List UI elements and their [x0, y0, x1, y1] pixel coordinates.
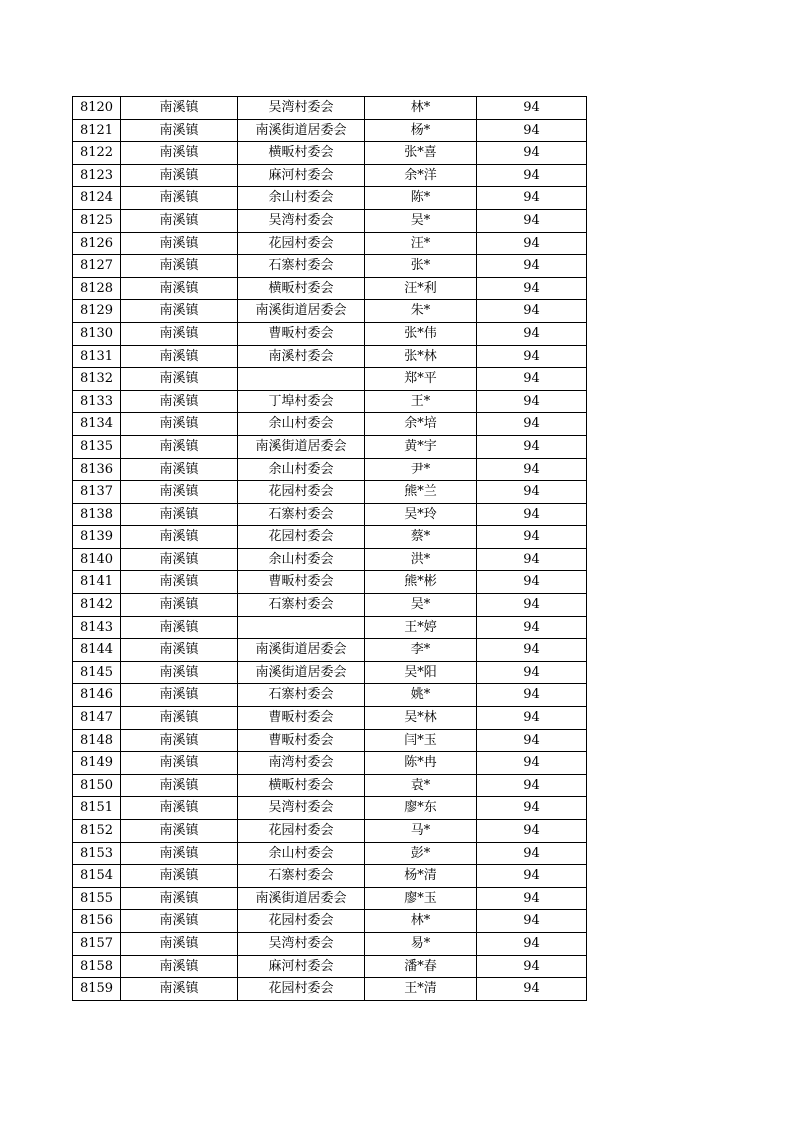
village-committee-cell: 吴湾村委会: [238, 97, 365, 120]
name-cell: 吴*林: [365, 707, 477, 730]
score-cell: 94: [477, 707, 587, 730]
table-row: [73, 164, 587, 187]
serial-number-cell: 8127: [73, 255, 121, 278]
name-cell: 吴*: [365, 594, 477, 617]
table-row: [73, 729, 587, 752]
table-row: [73, 97, 587, 120]
score-cell: 94: [477, 277, 587, 300]
score-cell: 94: [477, 978, 587, 1001]
name-cell: 余*洋: [365, 164, 477, 187]
table-row: [73, 639, 587, 662]
score-cell: 94: [477, 300, 587, 323]
score-cell: 94: [477, 390, 587, 413]
table-row: [73, 548, 587, 571]
village-committee-cell: 花园村委会: [238, 820, 365, 843]
table-row: [73, 865, 587, 888]
village-committee-cell: 石寨村委会: [238, 255, 365, 278]
score-cell: 94: [477, 97, 587, 120]
village-committee-cell: 吴湾村委会: [238, 209, 365, 232]
township-cell: 南溪镇: [121, 616, 238, 639]
township-cell: 南溪镇: [121, 842, 238, 865]
name-cell: 杨*清: [365, 865, 477, 888]
table-row: [73, 571, 587, 594]
serial-number-cell: 8151: [73, 797, 121, 820]
village-committee-cell: 南溪街道居委会: [238, 887, 365, 910]
score-cell: 94: [477, 322, 587, 345]
table-row: [73, 594, 587, 617]
township-cell: 南溪镇: [121, 571, 238, 594]
score-cell: 94: [477, 842, 587, 865]
score-cell: 94: [477, 774, 587, 797]
table-row: [73, 910, 587, 933]
score-cell: 94: [477, 729, 587, 752]
score-cell: 94: [477, 503, 587, 526]
table-row: [73, 707, 587, 730]
table-row: [73, 481, 587, 504]
score-cell: 94: [477, 594, 587, 617]
name-cell: 廖*玉: [365, 887, 477, 910]
score-cell: 94: [477, 684, 587, 707]
name-cell: 张*: [365, 255, 477, 278]
score-cell: 94: [477, 142, 587, 165]
village-committee-cell: 曹畈村委会: [238, 322, 365, 345]
name-cell: 马*: [365, 820, 477, 843]
township-cell: 南溪镇: [121, 142, 238, 165]
name-cell: 闫*玉: [365, 729, 477, 752]
name-cell: 陈*: [365, 187, 477, 210]
name-cell: 袁*: [365, 774, 477, 797]
township-cell: 南溪镇: [121, 639, 238, 662]
village-committee-cell: 横畈村委会: [238, 142, 365, 165]
table-row: [73, 616, 587, 639]
township-cell: 南溪镇: [121, 164, 238, 187]
serial-number-cell: 8134: [73, 413, 121, 436]
township-cell: 南溪镇: [121, 322, 238, 345]
village-committee-cell: 石寨村委会: [238, 865, 365, 888]
serial-number-cell: 8121: [73, 119, 121, 142]
name-cell: 汪*: [365, 232, 477, 255]
table-row: [73, 232, 587, 255]
name-cell: 姚*: [365, 684, 477, 707]
township-cell: 南溪镇: [121, 458, 238, 481]
township-cell: 南溪镇: [121, 209, 238, 232]
score-cell: 94: [477, 255, 587, 278]
name-cell: 朱*: [365, 300, 477, 323]
village-committee-cell: [238, 616, 365, 639]
score-cell: 94: [477, 368, 587, 391]
township-cell: 南溪镇: [121, 729, 238, 752]
township-cell: 南溪镇: [121, 119, 238, 142]
serial-number-cell: 8153: [73, 842, 121, 865]
township-cell: 南溪镇: [121, 97, 238, 120]
table-row: [73, 978, 587, 1001]
roster-table-body: [73, 97, 587, 1001]
township-cell: 南溪镇: [121, 820, 238, 843]
village-committee-cell: 余山村委会: [238, 842, 365, 865]
score-cell: 94: [477, 187, 587, 210]
village-committee-cell: [238, 368, 365, 391]
name-cell: 林*: [365, 910, 477, 933]
township-cell: 南溪镇: [121, 345, 238, 368]
township-cell: 南溪镇: [121, 548, 238, 571]
table-row: [73, 684, 587, 707]
score-cell: 94: [477, 413, 587, 436]
table-row: [73, 842, 587, 865]
score-cell: 94: [477, 548, 587, 571]
serial-number-cell: 8133: [73, 390, 121, 413]
table-row: [73, 277, 587, 300]
name-cell: 蔡*: [365, 526, 477, 549]
village-committee-cell: 花园村委会: [238, 526, 365, 549]
score-cell: 94: [477, 232, 587, 255]
serial-number-cell: 8144: [73, 639, 121, 662]
township-cell: 南溪镇: [121, 255, 238, 278]
table-row: [73, 255, 587, 278]
table-row: [73, 119, 587, 142]
township-cell: 南溪镇: [121, 887, 238, 910]
serial-number-cell: 8152: [73, 820, 121, 843]
township-cell: 南溪镇: [121, 684, 238, 707]
village-committee-cell: 横畈村委会: [238, 774, 365, 797]
township-cell: 南溪镇: [121, 300, 238, 323]
score-cell: 94: [477, 865, 587, 888]
village-committee-cell: 丁埠村委会: [238, 390, 365, 413]
township-cell: 南溪镇: [121, 955, 238, 978]
serial-number-cell: 8140: [73, 548, 121, 571]
score-cell: 94: [477, 955, 587, 978]
score-cell: 94: [477, 752, 587, 775]
serial-number-cell: 8142: [73, 594, 121, 617]
serial-number-cell: 8156: [73, 910, 121, 933]
village-committee-cell: 石寨村委会: [238, 684, 365, 707]
serial-number-cell: 8148: [73, 729, 121, 752]
table-row: [73, 322, 587, 345]
score-cell: 94: [477, 932, 587, 955]
name-cell: 李*: [365, 639, 477, 662]
village-committee-cell: 花园村委会: [238, 910, 365, 933]
roster-table: [72, 96, 587, 1001]
serial-number-cell: 8155: [73, 887, 121, 910]
name-cell: 王*婷: [365, 616, 477, 639]
township-cell: 南溪镇: [121, 277, 238, 300]
score-cell: 94: [477, 435, 587, 458]
village-committee-cell: 花园村委会: [238, 481, 365, 504]
serial-number-cell: 8126: [73, 232, 121, 255]
name-cell: 洪*: [365, 548, 477, 571]
name-cell: 张*伟: [365, 322, 477, 345]
table-row: [73, 955, 587, 978]
township-cell: 南溪镇: [121, 435, 238, 458]
score-cell: 94: [477, 458, 587, 481]
score-cell: 94: [477, 887, 587, 910]
name-cell: 潘*春: [365, 955, 477, 978]
serial-number-cell: 8141: [73, 571, 121, 594]
village-committee-cell: 曹畈村委会: [238, 707, 365, 730]
township-cell: 南溪镇: [121, 865, 238, 888]
name-cell: 吴*: [365, 209, 477, 232]
name-cell: 张*林: [365, 345, 477, 368]
table-row: [73, 187, 587, 210]
village-committee-cell: 余山村委会: [238, 458, 365, 481]
serial-number-cell: 8143: [73, 616, 121, 639]
serial-number-cell: 8132: [73, 368, 121, 391]
serial-number-cell: 8124: [73, 187, 121, 210]
township-cell: 南溪镇: [121, 594, 238, 617]
serial-number-cell: 8131: [73, 345, 121, 368]
township-cell: 南溪镇: [121, 661, 238, 684]
township-cell: 南溪镇: [121, 797, 238, 820]
village-committee-cell: 余山村委会: [238, 187, 365, 210]
village-committee-cell: 曹畈村委会: [238, 729, 365, 752]
serial-number-cell: 8158: [73, 955, 121, 978]
table-row: [73, 390, 587, 413]
name-cell: 吴*阳: [365, 661, 477, 684]
table-row: [73, 774, 587, 797]
township-cell: 南溪镇: [121, 232, 238, 255]
serial-number-cell: 8122: [73, 142, 121, 165]
score-cell: 94: [477, 119, 587, 142]
serial-number-cell: 8135: [73, 435, 121, 458]
score-cell: 94: [477, 639, 587, 662]
village-committee-cell: 横畈村委会: [238, 277, 365, 300]
name-cell: 张*喜: [365, 142, 477, 165]
name-cell: 彭*: [365, 842, 477, 865]
village-committee-cell: 南湾村委会: [238, 752, 365, 775]
name-cell: 王*: [365, 390, 477, 413]
score-cell: 94: [477, 481, 587, 504]
score-cell: 94: [477, 164, 587, 187]
table-row: [73, 142, 587, 165]
village-committee-cell: 麻河村委会: [238, 164, 365, 187]
serial-number-cell: 8128: [73, 277, 121, 300]
score-cell: 94: [477, 797, 587, 820]
township-cell: 南溪镇: [121, 707, 238, 730]
table-row: [73, 932, 587, 955]
township-cell: 南溪镇: [121, 910, 238, 933]
score-cell: 94: [477, 571, 587, 594]
name-cell: 熊*彬: [365, 571, 477, 594]
name-cell: 吴*玲: [365, 503, 477, 526]
table-row: [73, 797, 587, 820]
village-committee-cell: 余山村委会: [238, 548, 365, 571]
serial-number-cell: 8137: [73, 481, 121, 504]
name-cell: 林*: [365, 97, 477, 120]
village-committee-cell: 南溪街道居委会: [238, 119, 365, 142]
table-row: [73, 752, 587, 775]
table-row: [73, 458, 587, 481]
name-cell: 易*: [365, 932, 477, 955]
name-cell: 尹*: [365, 458, 477, 481]
table-row: [73, 300, 587, 323]
serial-number-cell: 8145: [73, 661, 121, 684]
serial-number-cell: 8150: [73, 774, 121, 797]
village-committee-cell: 南溪街道居委会: [238, 661, 365, 684]
table-row: [73, 209, 587, 232]
township-cell: 南溪镇: [121, 413, 238, 436]
serial-number-cell: 8138: [73, 503, 121, 526]
township-cell: 南溪镇: [121, 187, 238, 210]
township-cell: 南溪镇: [121, 752, 238, 775]
table-row: [73, 345, 587, 368]
township-cell: 南溪镇: [121, 503, 238, 526]
township-cell: 南溪镇: [121, 526, 238, 549]
score-cell: 94: [477, 616, 587, 639]
serial-number-cell: 8123: [73, 164, 121, 187]
score-cell: 94: [477, 910, 587, 933]
table-row: [73, 661, 587, 684]
serial-number-cell: 8147: [73, 707, 121, 730]
township-cell: 南溪镇: [121, 932, 238, 955]
village-committee-cell: 石寨村委会: [238, 503, 365, 526]
name-cell: 余*培: [365, 413, 477, 436]
village-committee-cell: 曹畈村委会: [238, 571, 365, 594]
village-committee-cell: 石寨村委会: [238, 594, 365, 617]
score-cell: 94: [477, 209, 587, 232]
serial-number-cell: 8159: [73, 978, 121, 1001]
name-cell: 杨*: [365, 119, 477, 142]
score-cell: 94: [477, 820, 587, 843]
name-cell: 郑*平: [365, 368, 477, 391]
table-row: [73, 368, 587, 391]
village-committee-cell: 麻河村委会: [238, 955, 365, 978]
table-row: [73, 413, 587, 436]
village-committee-cell: 花园村委会: [238, 978, 365, 1001]
serial-number-cell: 8120: [73, 97, 121, 120]
serial-number-cell: 8157: [73, 932, 121, 955]
township-cell: 南溪镇: [121, 368, 238, 391]
serial-number-cell: 8125: [73, 209, 121, 232]
table-row: [73, 503, 587, 526]
serial-number-cell: 8129: [73, 300, 121, 323]
name-cell: 陈*冉: [365, 752, 477, 775]
serial-number-cell: 8154: [73, 865, 121, 888]
serial-number-cell: 8146: [73, 684, 121, 707]
village-committee-cell: 花园村委会: [238, 232, 365, 255]
serial-number-cell: 8130: [73, 322, 121, 345]
name-cell: 廖*东: [365, 797, 477, 820]
table-row: [73, 820, 587, 843]
score-cell: 94: [477, 526, 587, 549]
village-committee-cell: 吴湾村委会: [238, 932, 365, 955]
score-cell: 94: [477, 345, 587, 368]
serial-number-cell: 8149: [73, 752, 121, 775]
serial-number-cell: 8136: [73, 458, 121, 481]
table-row: [73, 887, 587, 910]
township-cell: 南溪镇: [121, 978, 238, 1001]
village-committee-cell: 南溪街道居委会: [238, 300, 365, 323]
score-cell: 94: [477, 661, 587, 684]
township-cell: 南溪镇: [121, 481, 238, 504]
serial-number-cell: 8139: [73, 526, 121, 549]
table-row: [73, 526, 587, 549]
name-cell: 黄*宇: [365, 435, 477, 458]
village-committee-cell: 南溪村委会: [238, 345, 365, 368]
village-committee-cell: 南溪街道居委会: [238, 435, 365, 458]
village-committee-cell: 吴湾村委会: [238, 797, 365, 820]
township-cell: 南溪镇: [121, 774, 238, 797]
village-committee-cell: 余山村委会: [238, 413, 365, 436]
name-cell: 汪*利: [365, 277, 477, 300]
name-cell: 王*清: [365, 978, 477, 1001]
village-committee-cell: 南溪街道居委会: [238, 639, 365, 662]
name-cell: 熊*兰: [365, 481, 477, 504]
township-cell: 南溪镇: [121, 390, 238, 413]
table-row: [73, 435, 587, 458]
